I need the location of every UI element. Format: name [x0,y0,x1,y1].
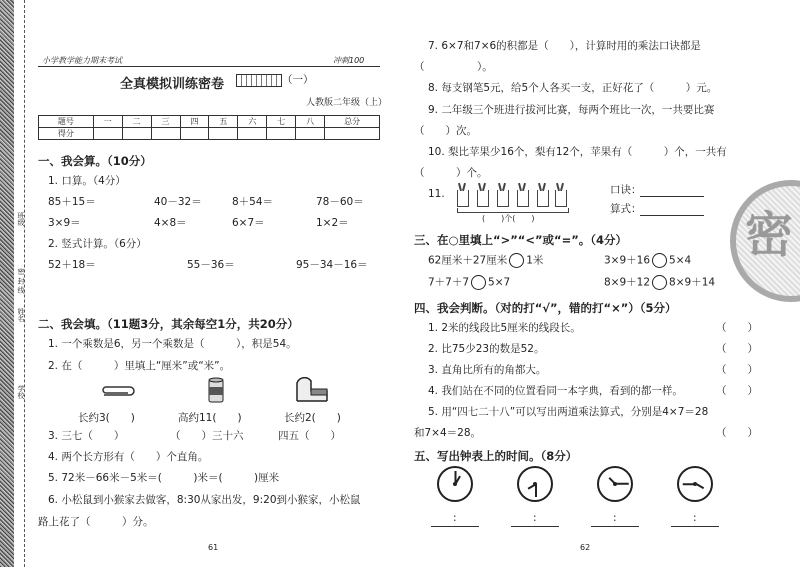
s2-q6: 路上花了（ ）分。 [38,516,154,528]
compare-circle[interactable] [652,253,667,268]
q9: 9. 二年级三个班进行拔河比赛，每两个班比一次，一共要比赛 [428,104,715,116]
score-cell[interactable] [93,128,122,140]
q8: 8. 每支钢笔5元，给5个人各买一支，正好花了（ ）元。 [428,82,718,94]
section-1-title: 一、我会算。（10分） [38,154,152,168]
seal-line-label: 密 封 线 [17,268,25,294]
s1-q2: 2. 竖式计算。（6分） [48,238,147,250]
pencil-cup-icon [477,190,489,207]
pencil-cup-icon [517,190,529,207]
q9: （ ）次。 [414,125,477,137]
time-colon: : [613,512,617,524]
clock-minute-hand [455,471,457,484]
judge-answer[interactable]: （ ） [716,427,758,439]
oral-item: 78－60＝ [316,196,364,208]
score-table [38,115,380,140]
page-title: 全真模拟训练密卷 [120,77,225,92]
score-header: 一 [93,116,122,128]
title-suffix: （一） [282,74,314,86]
oral-item: 8＋54＝ [232,196,274,208]
score-header: 三 [151,116,180,128]
judge-answer[interactable]: （ ） [716,343,758,355]
class-label: 班级 [17,212,25,226]
time-blank[interactable] [431,526,479,527]
item-length: 长约3( ) [78,412,135,424]
compare-expr: 8×9＋12 [604,276,651,289]
formula-blank[interactable] [640,196,704,197]
time-blank[interactable] [591,526,639,527]
score-cell[interactable] [151,128,180,140]
vertical-item: 95－34－16＝ [296,259,368,271]
score-cell[interactable] [267,128,296,140]
s2-q5: 5. 72米－66米－5米＝( )米＝( )厘米 [48,472,280,484]
clock-minute-hand [616,483,629,485]
s2-q4: 4. 两个长方形有（ ）个直角。 [48,451,209,463]
section-2-title: 二、我会填。（11题3分，其余每空1分，共20分） [38,317,299,331]
s2-q3: 3. 三七（ ） [48,430,125,442]
compare-expr: 7＋7＋7 [428,276,470,289]
expression-label: 算式： [610,203,642,215]
oral-item: 85＋15＝ [48,196,96,208]
series-text: 小学教学能力期末考试 [42,56,122,65]
page-number-left: 61 [208,543,219,552]
clock-face [437,466,473,502]
oral-item: 3×9＝ [48,217,81,229]
judge-answer[interactable]: （ ） [716,385,758,397]
binding-strip [0,0,14,567]
pencil-cup-icon [555,190,567,207]
clock-face [677,466,713,502]
clock-hour-hand [695,483,704,489]
score-cell[interactable] [122,128,151,140]
time-colon: : [453,512,457,524]
section-5-title: 五、写出钟表上的时间。（8分） [414,449,578,463]
s2-q3: （ ）三十六 [170,430,244,442]
time-blank[interactable] [671,526,719,527]
score-header: 总分 [325,116,380,128]
judge-item: 和7×4＝28。 [414,427,482,439]
item-length: 长约2( ) [284,412,341,424]
compare-expr: 8×9＋14 [669,276,716,289]
compare-circle[interactable] [471,275,486,290]
judge-item: 2. 比75少23的数是52。 [428,343,545,355]
brand-text: 冲刺100 [333,56,365,65]
judge-item: 4. 我们站在不同的位置看同一本字典，看到的都一样。 [428,385,683,397]
s2-q2: 2. 在（ ）里填上“厘米”或“米”。 [48,360,231,372]
clock-minute-hand [535,484,537,497]
pencil-cup-icon [497,190,509,207]
q10: （ ）个。 [414,167,488,179]
compare-right [604,253,691,268]
can-icon [206,376,226,404]
title-badge [236,74,282,87]
time-colon: : [693,512,697,524]
s2-q3: 四五（ ） [278,430,341,442]
s1-q1: 1. 口算。（4分） [48,175,126,187]
clock-face [517,466,553,502]
vertical-item: 52＋18＝ [48,259,96,271]
header-rule [38,66,380,67]
name-label: 姓名 [17,308,25,322]
oral-item: 1×2＝ [316,217,349,229]
q10: 10. 梨比苹果少16个，梨有12个，苹果有（ ）个，一共有 [428,146,727,158]
score-header: 二 [122,116,151,128]
grade-text: 人教版二年级（上） [306,98,388,108]
pencil-cup-icon [537,190,549,207]
oral-item: 40－32＝ [154,196,202,208]
compare-left [428,275,510,290]
judge-item: 3. 直角比所有的角都大。 [428,364,547,376]
compare-expr: 5×4 [669,254,692,267]
judge-item: 5. 用“四七二十八”可以写出两道乘法算式，分别是4×7＝28 [428,406,709,418]
time-colon: : [533,512,537,524]
clock-face [597,466,633,502]
s2-q1: 1. 一个乘数是6，另一个乘数是（ ），积是54。 [48,338,297,350]
q11: 11. [428,188,445,200]
paperclip-icon [98,384,138,398]
oral-item: 4×8＝ [154,217,187,229]
compare-circle[interactable] [509,253,524,268]
oral-item: 6×7＝ [232,217,265,229]
score-cell[interactable] [209,128,238,140]
judge-answer[interactable]: （ ） [716,322,758,334]
judge-item: 1. 2米的线段比5厘米的线段长。 [428,322,581,334]
clock-hour-hand [609,477,616,484]
section-4-title: 四、我会判断。（对的打“√”，错的打“×”）（5分） [414,301,677,315]
s2-q6: 6. 小松鼠到小猴家去做客，8:30从家出发，9:20到小猴家，小松鼠 [48,494,361,506]
clock-minute-hand [683,483,696,485]
compare-expr: 62厘米＋27厘米 [428,254,508,267]
q7: 7. 6×7和7×6的积都是（ ），计算时用的乘法口诀都是 [428,40,701,52]
score-header: 六 [238,116,267,128]
score-header: 五 [209,116,238,128]
score-cell[interactable] [180,128,209,140]
score-header: 四 [180,116,209,128]
compare-left [428,253,543,268]
compare-expr: 1米 [526,254,544,267]
q7: （ ）。 [414,61,493,73]
compare-expr: 5×7 [488,276,511,289]
section-3-title: 三、在○里填上“>”“<”或“=”。（4分） [414,233,628,247]
page-number-right: 62 [580,543,591,552]
compare-expr: 3×9＋16 [604,254,651,267]
judge-answer[interactable]: （ ） [716,364,758,376]
score-row-label: 得分 [39,128,94,140]
score-cell[interactable] [238,128,267,140]
bed-icon [294,377,330,405]
school-label: 学校 [17,385,25,399]
formula-label: 口诀： [610,184,642,196]
score-header: 八 [296,116,325,128]
compare-circle[interactable] [652,275,667,290]
expression-blank[interactable] [640,215,704,216]
item-length: 高约11( ) [178,412,242,424]
seal-stamp-text: 密 [745,207,794,263]
score-cell[interactable] [325,128,380,140]
score-header: 七 [267,116,296,128]
group-label: ( )个( ) [482,214,535,223]
time-blank[interactable] [511,526,559,527]
pencil-cup-icon [457,190,469,207]
score-cell[interactable] [296,128,325,140]
compare-right [604,275,715,290]
score-header: 题号 [39,116,94,128]
vertical-item: 55－36＝ [187,259,235,271]
